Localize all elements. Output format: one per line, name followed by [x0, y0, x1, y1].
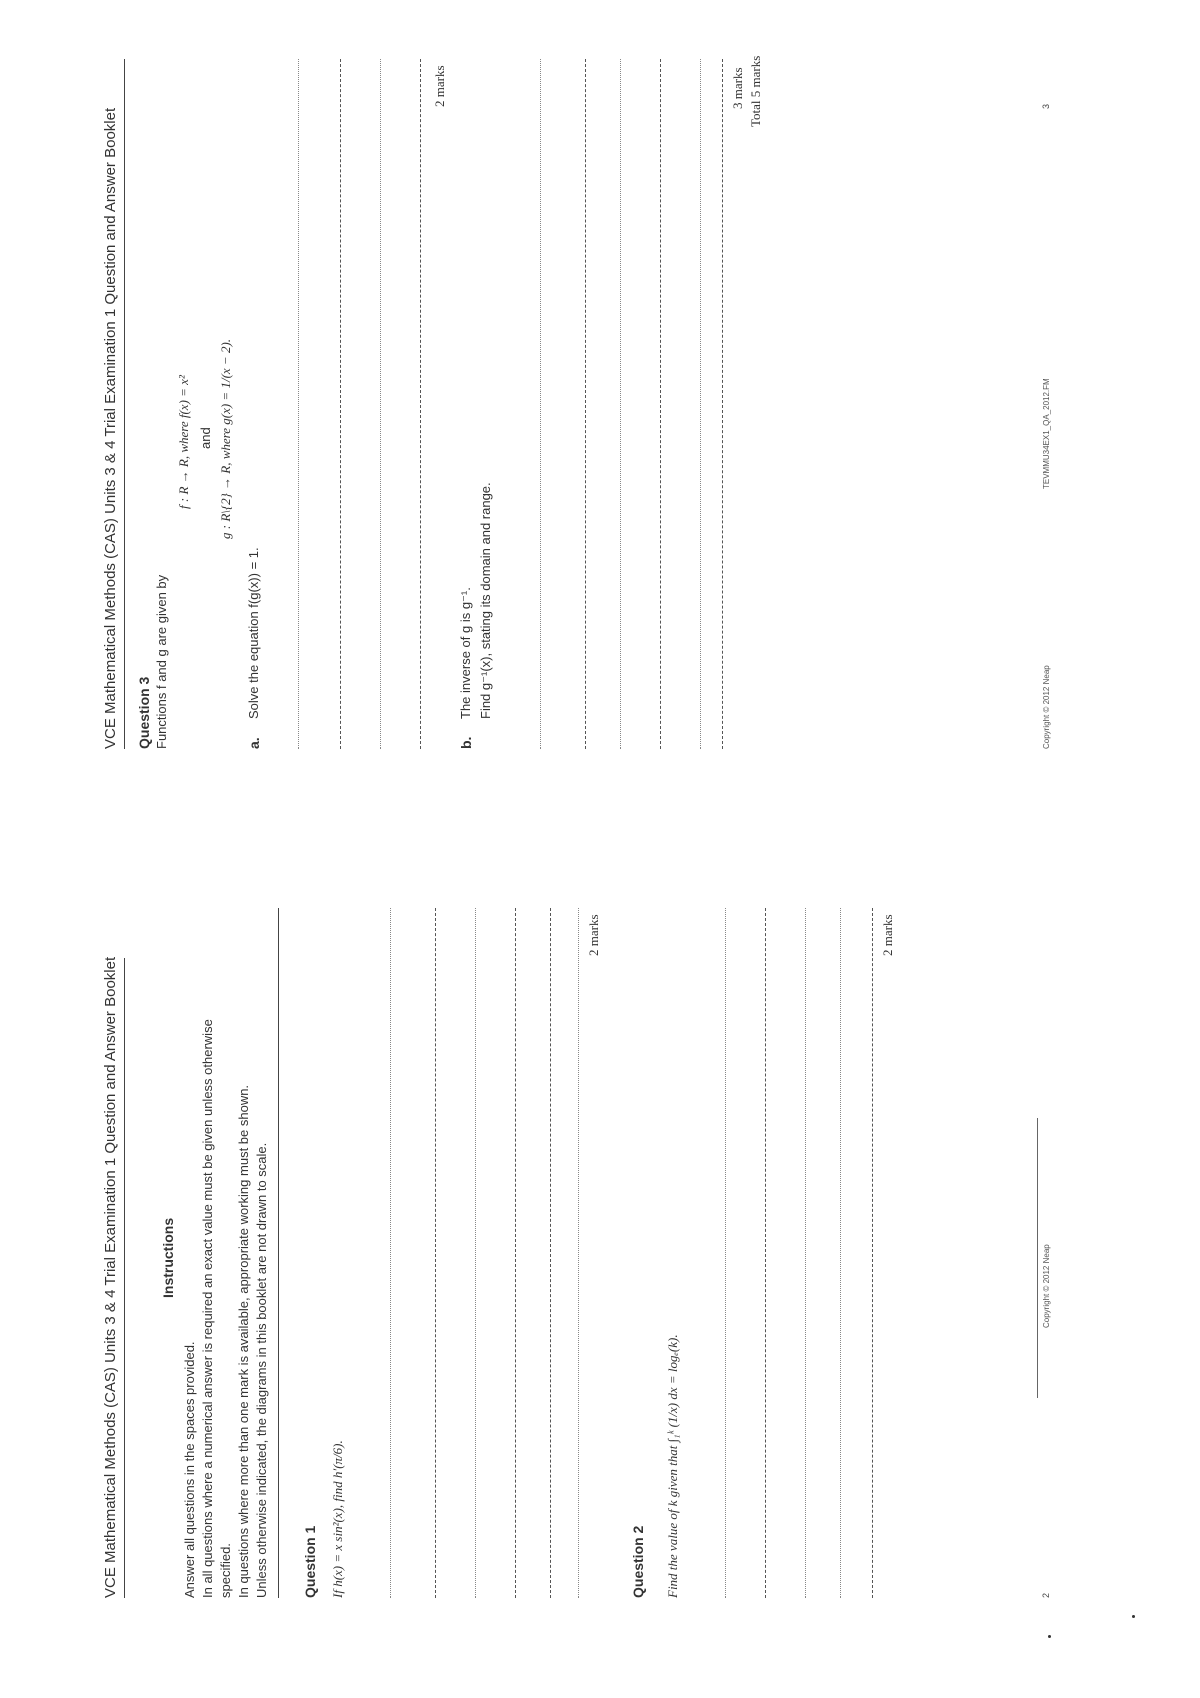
footer-copyright: Copyright © 2012 Neap [1042, 1244, 1051, 1328]
header-rule [124, 59, 125, 749]
instruction-line: Unless otherwise indicated, the diagrams in this booklet are not drawn to scale. [254, 1142, 269, 1598]
part-b-marks: 3 marks [730, 67, 745, 109]
answer-line [540, 59, 541, 749]
part-b-prompt-1: The inverse of g is g⁻¹. [458, 587, 473, 719]
question-3-total: Total 5 marks [748, 55, 763, 127]
answer-line [475, 908, 476, 1598]
answer-line [420, 59, 421, 749]
part-a-prompt: Solve the equation f(g(x)) = 1. [246, 547, 261, 719]
question-3-intro: Functions f and g are given by [154, 574, 169, 749]
answer-line [340, 59, 341, 749]
answer-line [840, 908, 841, 1598]
question-1-title: Question 1 [302, 1525, 318, 1598]
footer-filename: TEVMMU34EX1_QA_2012.FM [1042, 378, 1051, 489]
question-3-title: Question 3 [136, 676, 152, 749]
answer-line [435, 908, 436, 1598]
part-b-label: b. [458, 736, 474, 749]
function-g-definition: g : R\{2} → R, where g(x) = 1/(x − 2). [218, 338, 233, 539]
instructions-title: Instructions [160, 1217, 176, 1298]
answer-line [298, 59, 299, 749]
part-b-prompt-2: Find g⁻¹(x), stating its domain and range. [478, 482, 493, 719]
footer-copyright: Copyright © 2012 Neap [1042, 665, 1051, 749]
answer-line [550, 908, 551, 1598]
scan-speck [1048, 1635, 1051, 1638]
instructions-rule [278, 908, 279, 1598]
function-f-definition: f : R → R, where f(x) = x² [176, 375, 191, 509]
instruction-line: Answer all questions in the spaces provided. [182, 1341, 197, 1598]
instruction-line: specified. [218, 1543, 233, 1598]
question-1-prompt: If h(x) = x sin²(x), find h′(π/6). [330, 1440, 345, 1598]
header-rule [124, 958, 125, 1598]
answer-line [620, 59, 621, 749]
page-2 [0, 849, 1200, 1698]
answer-line [515, 908, 516, 1598]
answer-line [765, 908, 766, 1598]
instruction-line: In questions where more than one mark is available, appropriate working must be shown. [236, 1084, 251, 1598]
answer-line [872, 908, 873, 1598]
page-number: 2 [1041, 1592, 1051, 1598]
page-number: 3 [1041, 103, 1051, 109]
footer-rule [1037, 1118, 1038, 1398]
answer-line [725, 908, 726, 1598]
question-2-prompt: Find the value of k given that ∫₁ᵏ (1/x) dx = logₑ(k). [665, 1334, 680, 1598]
answer-line [380, 59, 381, 749]
answer-line [585, 59, 586, 749]
page-header: VCE Mathematical Methods (CAS) Units 3 & 4 Trial Examination 1 Question and Answer Booklet [102, 107, 119, 749]
answer-line [390, 908, 391, 1598]
question-2-marks: 2 marks [880, 914, 895, 956]
answer-line [805, 908, 806, 1598]
scan-speck [1132, 1615, 1135, 1618]
part-a-marks: 2 marks [432, 65, 447, 107]
answer-line [722, 59, 723, 749]
question-2-title: Question 2 [630, 1525, 646, 1598]
instruction-line: In all questions where a numerical answer is required an exact value must be given unless otherwise [200, 1019, 215, 1598]
and-label: and [198, 427, 213, 449]
question-1-marks: 2 marks [586, 914, 601, 956]
answer-line [700, 59, 701, 749]
answer-line [578, 908, 579, 1598]
answer-line [660, 59, 661, 749]
page-header: VCE Mathematical Methods (CAS) Units 3 & 4 Trial Examination 1 Question and Answer Booklet [102, 956, 119, 1598]
part-a-label: a. [246, 737, 262, 749]
